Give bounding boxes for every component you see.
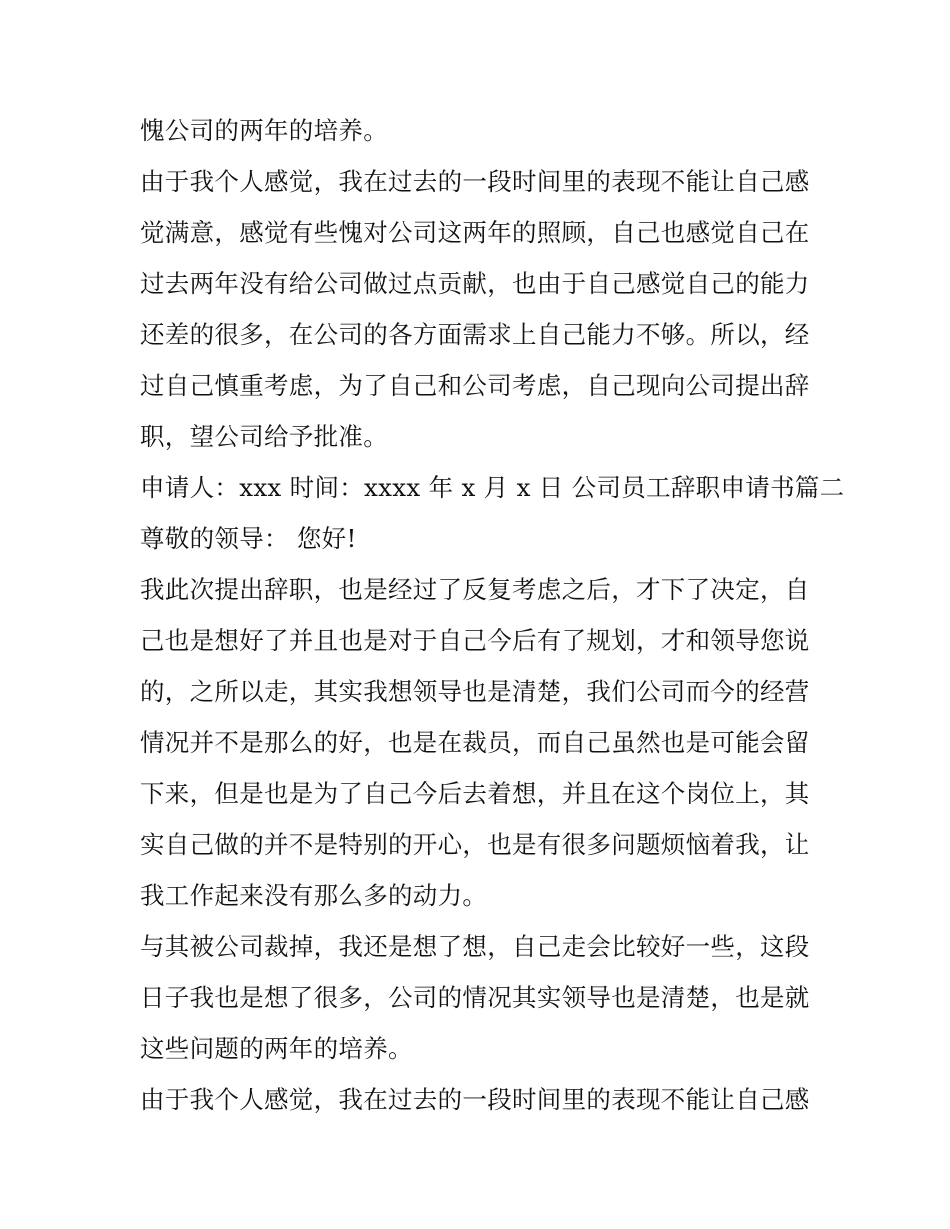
text-line: 实自己做的并不是特别的开心，也是有很多问题烦恼着我，让: [140, 830, 810, 859]
text-line: 还差的很多，在公司的各方面需求上自己能力不够。所以，经: [140, 320, 810, 349]
text-line: 过去两年没有给公司做过点贡献，也由于自己感觉自己的能力: [140, 269, 810, 298]
text-line: 觉满意，感觉有些愧对公司这两年的照顾，自己也感觉自己在: [140, 218, 810, 247]
text-line: 愧公司的两年的培养。: [140, 116, 388, 145]
salutation-line: 尊敬的领导： 您好!: [140, 524, 357, 553]
document-body: [140, 105, 845, 1125]
text-line: 这些问题的两年的培养。: [140, 1034, 413, 1063]
text-line: 我工作起来没有那么多的动力。: [140, 881, 488, 910]
text-line: 的，之所以走，其实我想领导也是清楚，我们公司而今的经营: [140, 677, 810, 706]
text-line: 我此次提出辞职，也是经过了反复考虑之后，才下了决定，自: [140, 575, 810, 604]
applicant-line: 申请人：xxx 时间：xxxx 年 x 月 x 日 公司员工辞职申请书篇二: [140, 473, 845, 502]
text-line: 由于我个人感觉，我在过去的一段时间里的表现不能让自己感: [140, 167, 810, 196]
text-line: 职，望公司给予批准。: [140, 422, 388, 451]
text-line: 情况并不是那么的好，也是在裁员，而自己虽然也是可能会留: [140, 728, 810, 757]
text-line: 与其被公司裁掉，我还是想了想，自己走会比较好一些，这段: [140, 932, 810, 961]
text-line: 日子我也是想了很多，公司的情况其实领导也是清楚，也是就: [140, 983, 810, 1012]
text-line: 己也是想好了并且也是对于自己今后有了规划，才和领导您说: [140, 626, 810, 655]
text-line: 由于我个人感觉，我在过去的一段时间里的表现不能让自己感: [140, 1085, 810, 1114]
text-line: 下来，但是也是为了自己今后去着想，并且在这个岗位上，其: [140, 779, 810, 808]
text-line: 过自己慎重考虑，为了自己和公司考虑，自己现向公司提出辞: [140, 371, 810, 400]
